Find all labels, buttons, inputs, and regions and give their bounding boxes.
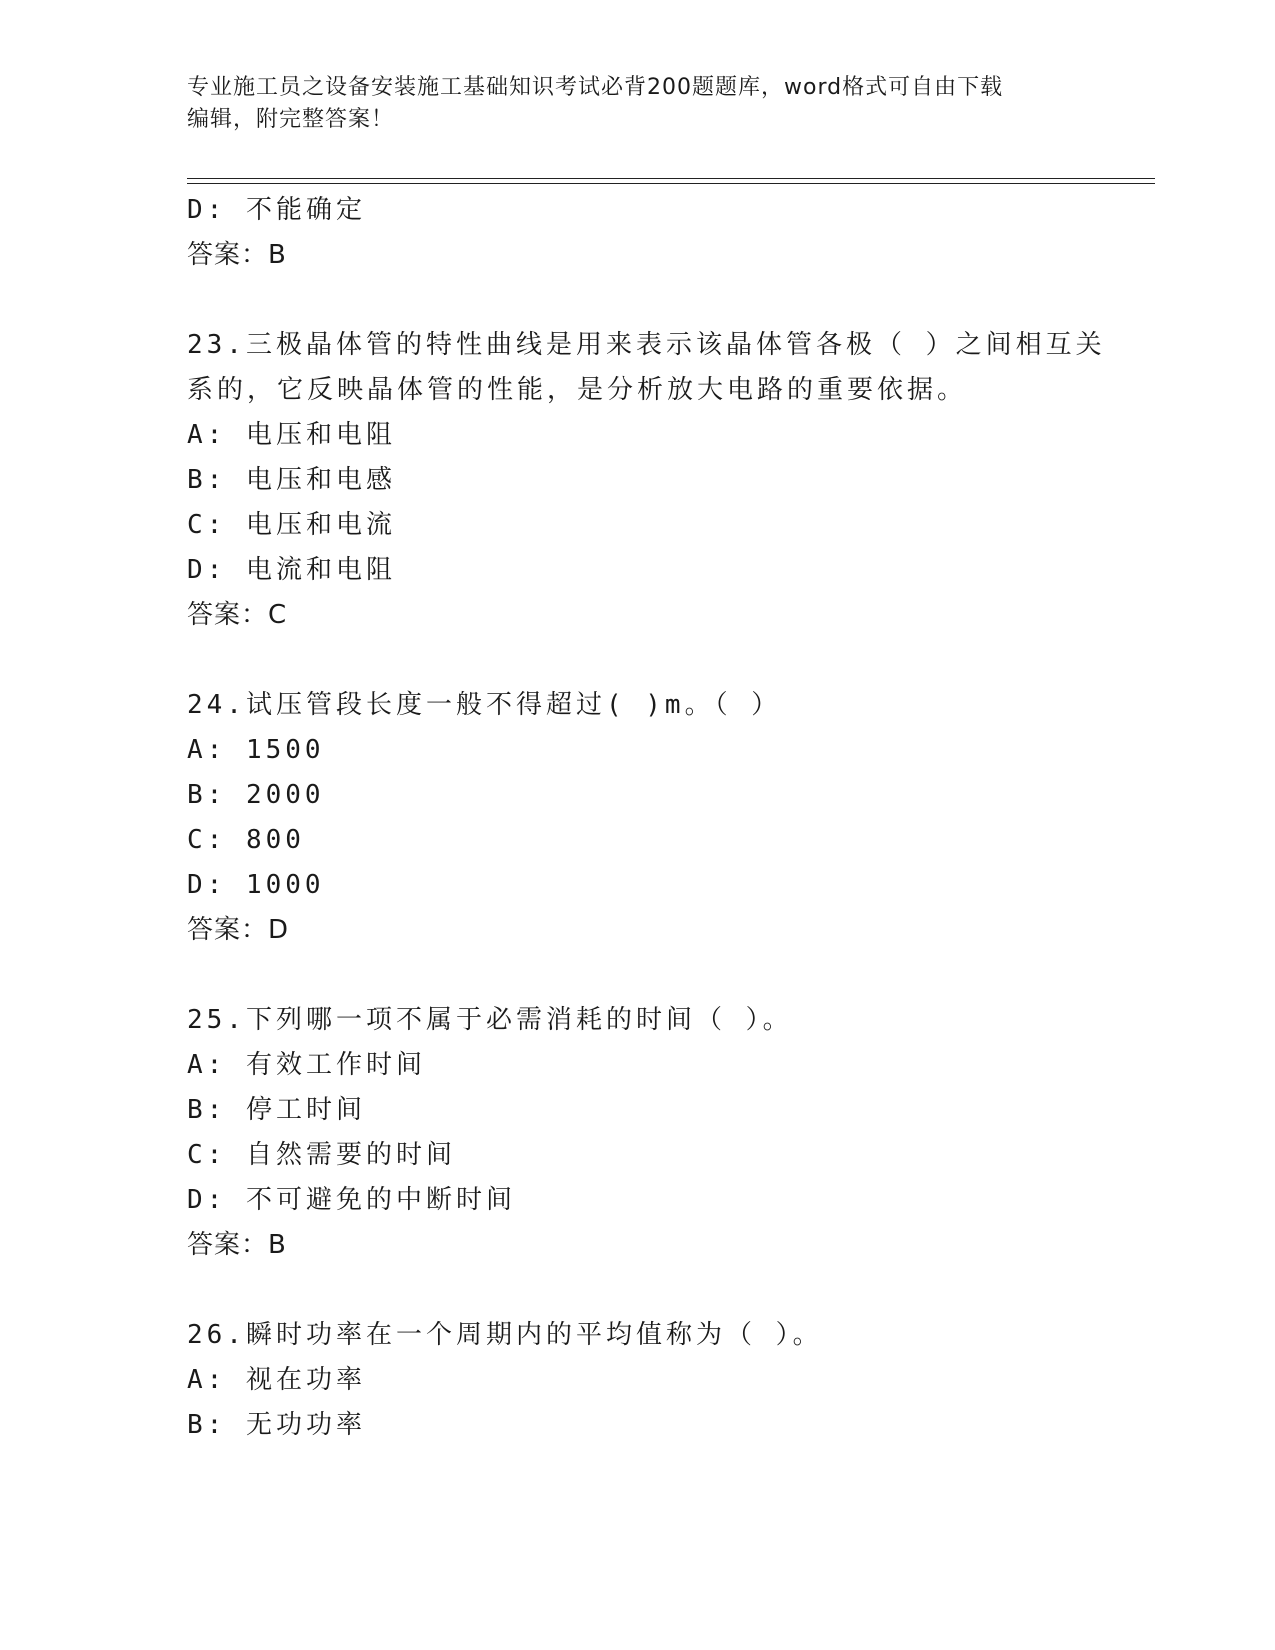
header-divider-top [187, 178, 1155, 179]
q25-option-c: C: 自然需要的时间 [187, 1140, 456, 1170]
q24-option-d: D: 1000 [187, 870, 325, 900]
q25-answer: 答案：B [187, 1230, 287, 1260]
q26-stem: 26.瞬时功率在一个周期内的平均值称为（ ）。 [187, 1320, 823, 1350]
q24-answer: 答案：D [187, 915, 290, 945]
q23-option-a: A: 电压和电阻 [187, 420, 396, 450]
q25-option-d: D: 不可避免的中断时间 [187, 1185, 516, 1215]
q23-stem-line-2: 系的，它反映晶体管的性能，是分析放大电路的重要依据。 [187, 375, 968, 405]
header-line-2: 编辑，附完整答案！ [187, 107, 395, 132]
q24-option-b: B: 2000 [187, 780, 325, 810]
q25-option-b: B: 停工时间 [187, 1095, 366, 1125]
q23-option-b: B: 电压和电感 [187, 465, 396, 495]
q23-option-c: C: 电压和电流 [187, 510, 396, 540]
q23-option-d: D: 电流和电阻 [187, 555, 396, 585]
q25-option-a: A: 有效工作时间 [187, 1050, 426, 1080]
header-line-1: 专业施工员之设备安装施工基础知识考试必背200题题库，word格式可自由下载 [187, 75, 1004, 100]
q24-option-a: A: 1500 [187, 735, 325, 765]
q26-option-b: B: 无功功率 [187, 1410, 366, 1440]
prev-option-d: D: 不能确定 [187, 195, 366, 225]
q23-answer: 答案：C [187, 600, 288, 630]
q26-option-a: A: 视在功率 [187, 1365, 366, 1395]
document-header [187, 72, 1087, 136]
q23-stem-line-1: 23.三极晶体管的特性曲线是用来表示该晶体管各极（ ）之间相互关 [187, 330, 1106, 360]
prev-answer: 答案：B [187, 240, 287, 270]
q24-stem: 24.试压管段长度一般不得超过( )m。（ ） [187, 690, 782, 720]
header-divider-bottom [187, 183, 1155, 184]
q25-stem: 25.下列哪一项不属于必需消耗的时间（ ）。 [187, 1005, 793, 1035]
q24-option-c: C: 800 [187, 825, 305, 855]
